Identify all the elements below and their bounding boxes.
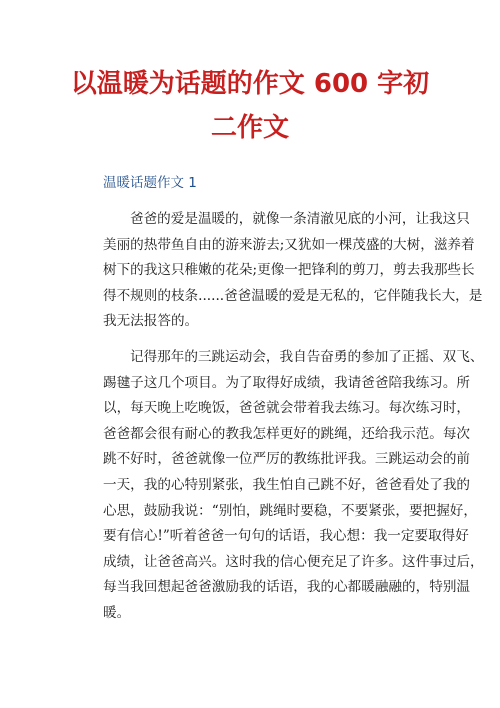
paragraph-line: 爸爸的爱是温暖的，就像一条清澈见底的小河，让我这只 xyxy=(130,211,470,227)
paragraph-line: 成绩，让爸爸高兴。这时我的信心便充足了许多。这件事过后， xyxy=(103,553,484,570)
paragraph-line: 心思，鼓励我说：“别怕，跳绳时要稳，不要紧张，要把握好， xyxy=(103,502,477,519)
paragraph-line: 暖。 xyxy=(103,604,131,621)
paragraph-line: 我无法报答的。 xyxy=(103,313,199,330)
paragraph-2 xyxy=(103,345,484,627)
paragraph-line: 得不规则的枝条......爸爸温暖的爱是无私的，它伴随我长大，是 xyxy=(103,287,483,304)
paragraph-line: 踢毽子这几个项目。为了取得好成绩，我请爸爸陪我练习。所 xyxy=(103,374,471,391)
paragraph-line: 跳不好时，爸爸就像一位严厉的教练批评我。三跳运动会的前 xyxy=(103,451,471,468)
paragraph-line: 以，每天晚上吃晚饭，爸爸就会带着我去练习。每次练习时， xyxy=(103,400,471,417)
section-heading: 温暖话题作文 1 xyxy=(103,175,197,191)
paragraph-line: 美丽的热带鱼自由的游来游去;又犹如一棵茂盛的大树，滋养着 xyxy=(103,236,475,253)
paragraph-line: 爸爸都会很有耐心的教我怎样更好的跳绳，还给我示范。每次 xyxy=(103,425,471,442)
paragraph-line: 一天，我的心特别紧张，我生怕自己跳不好，爸爸看处了我的 xyxy=(103,476,471,493)
paragraph-1 xyxy=(103,207,483,335)
document-title: 以温暖为话题的作文 600 字初二作文 xyxy=(70,69,430,143)
paragraph-line: 要有信心!”听着爸爸一句句的话语，我心想：我一定要取得好 xyxy=(103,528,469,545)
paragraph-line: 记得那年的三跳运动会，我自告奋勇的参加了正摇、双飞、 xyxy=(130,349,484,365)
paragraph-line: 树下的我这只稚嫩的花朵;更像一把锋利的剪刀，剪去我那些长 xyxy=(103,262,475,279)
paragraph-line: 每当我回想起爸爸激励我的话语，我的心都暖融融的，特别温 xyxy=(103,579,471,596)
